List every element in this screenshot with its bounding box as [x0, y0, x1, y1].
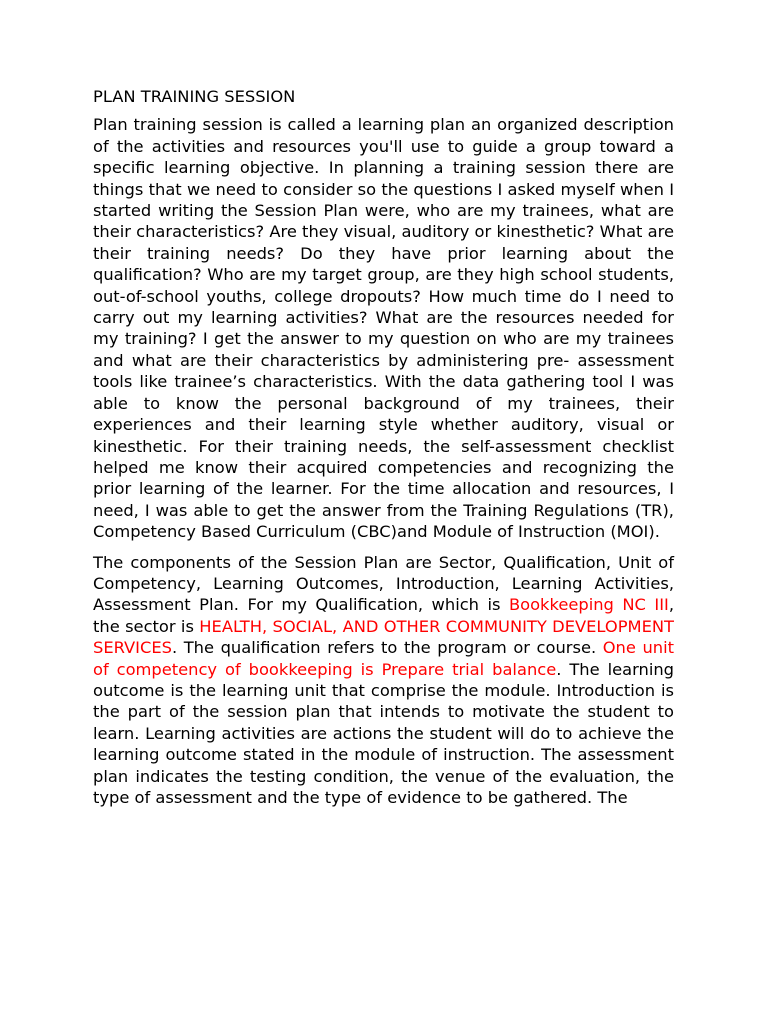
qualification-highlight: Bookkeeping NC III [508, 595, 669, 615]
document-page [93, 86, 674, 817]
paragraph-2-text-2: , the sector is [93, 595, 674, 636]
paragraph-1: Plan training session is called a learning plan an organized description of the activities and resources you'll use to guide a group toward a specific learning objective. In planning a training session there are things that we need to consider so the questions I asked myself when I started writing the Session Plan were, who are my trainees, what are their characteristics? Are they visual, auditory or kinesthetic? What are their training needs? Do they have prior learning about the qualification? Who are my target group, are they high school students, out-of-school youths, college dropouts? How much time do I need to carry out my learning activities? What are the resources needed for my training? I get the answer to my question on who are my trainees and what are their characteristics by administering pre- assessment tools like trainee’s characteristics. With the data gathering tool I was able to know the personal background of my trainees, their experiences and their learning style whether auditory, visual or kinesthetic. For their training needs, the self-assessment checklist helped me know their acquired competencies and recognizing the prior learning of the learner. For the time allocation and resources, I need, I was able to get the answer from the Training Regulations (TR), Competency Based Curriculum (CBC)and Module of Instruction (MOI). [93, 115, 674, 542]
paragraph-2-text-3: . The qualification refers to the program or course. [171, 638, 603, 658]
paragraph-2 [93, 552, 674, 809]
document-title: PLAN TRAINING SESSION [93, 87, 296, 106]
paragraph-2-text-1: The components of the Session Plan are Sector, Qualification, Unit of Competency, Learning Outcomes, Introduction, Learning Activities, Assessment Plan. For my Qualification, which is [93, 552, 674, 615]
paragraph-2-text-4: . The learning outcome is the learning unit that comprise the module. Introduction is the part of the session plan that intends to motivate the student to learn. Learning activities are actions the student will do to achieve the learning outcome stated in the module of instruction. The assessment plan indicates the testing condition, the venue of the evaluation, the type of assessment and the type of evidence to be gathered. The [93, 659, 674, 807]
sector-highlight: HEALTH, SOCIAL, AND OTHER COMMUNITY DEVELOPMENT SERVICES [93, 616, 674, 658]
unit-of-competency-highlight: One unit of competency of bookkeeping is Prepare trial balance [93, 638, 674, 679]
